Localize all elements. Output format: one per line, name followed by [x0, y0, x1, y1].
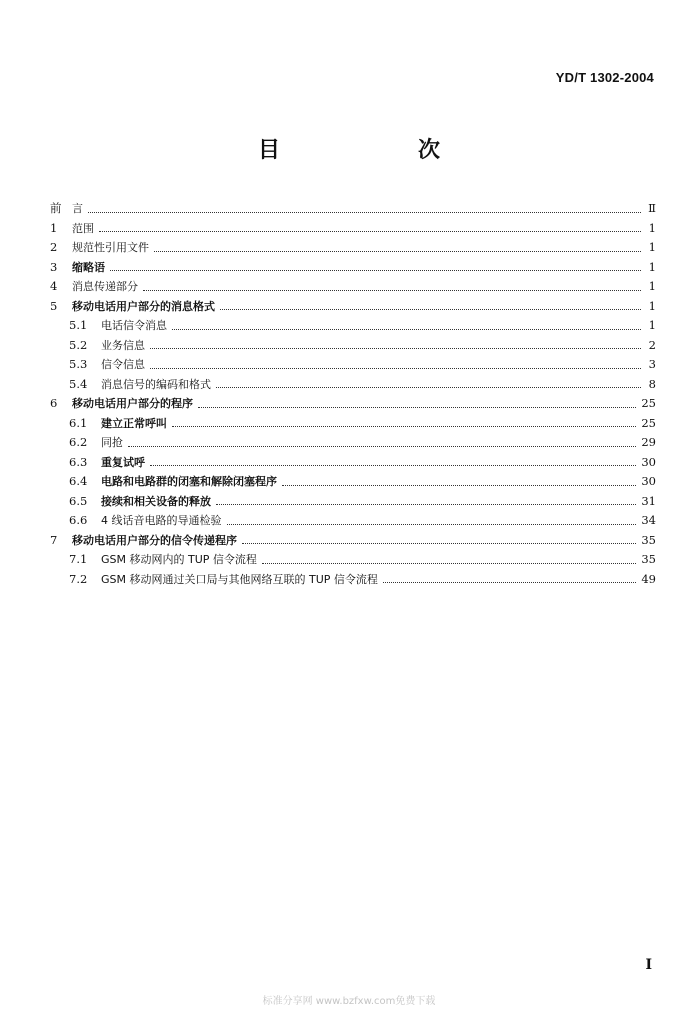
toc-dot-leader — [216, 503, 636, 505]
toc-entry-page: 1 — [648, 240, 656, 254]
toc-entry-title: 言 — [72, 202, 83, 215]
toc-entry-title: 建立正常呼叫 — [101, 416, 167, 430]
toc-entry-page: 3 — [648, 357, 656, 371]
toc-entry-page: 25 — [641, 415, 656, 430]
toc-entry-number: 5 — [50, 298, 58, 313]
table-of-contents — [50, 199, 656, 589]
toc-entry-number: 4 — [50, 279, 58, 293]
toc-entry-page: 49 — [641, 571, 656, 586]
toc-entry[interactable] — [50, 355, 656, 375]
toc-entry-number: 5.4 — [69, 376, 88, 391]
toc-entry[interactable] — [50, 570, 656, 590]
toc-dot-leader — [242, 542, 636, 544]
page-number: I — [645, 957, 652, 973]
toc-entry-number: 5.2 — [69, 337, 88, 352]
toc-entry[interactable] — [50, 297, 656, 317]
toc-entry[interactable] — [50, 258, 656, 278]
toc-dot-leader — [220, 308, 641, 310]
toc-entry-number: 3 — [50, 259, 58, 274]
toc-dot-leader — [150, 464, 636, 466]
toc-entry-page: Ⅱ — [648, 201, 656, 215]
toc-entry-title: 业务信息 — [101, 338, 145, 352]
toc-entry-page: 2 — [648, 337, 656, 352]
toc-entry-number: 6.2 — [69, 435, 88, 449]
toc-entry-number: 1 — [50, 220, 58, 235]
toc-entry-number: 7.1 — [69, 552, 88, 566]
toc-entry-title: 重复试呼 — [101, 455, 145, 469]
toc-entry-title: 移动电话用户部分的信令传递程序 — [72, 533, 237, 547]
toc-dot-leader — [128, 445, 636, 447]
toc-entry-page: 30 — [641, 454, 656, 469]
toc-dot-leader — [150, 367, 641, 369]
toc-entry-page: 1 — [648, 220, 656, 235]
toc-entry[interactable] — [50, 472, 656, 492]
toc-entry-number: 6.1 — [69, 415, 88, 430]
toc-entry-title: 信令信息 — [101, 358, 145, 371]
toc-entry[interactable] — [50, 433, 656, 453]
toc-entry-page: 1 — [648, 298, 656, 313]
toc-dot-leader — [198, 406, 636, 408]
toc-entry[interactable] — [50, 238, 656, 258]
toc-entry-title: 同抢 — [101, 436, 123, 449]
toc-entry[interactable] — [50, 394, 656, 414]
toc-entry-number: 6.3 — [69, 454, 88, 469]
toc-entry-page: 35 — [641, 552, 656, 566]
toc-dot-leader — [110, 269, 641, 271]
toc-entry[interactable] — [50, 550, 656, 570]
toc-entry-title: 4 线话音电路的导通检验 — [101, 514, 222, 527]
toc-entry-title: 电话信令消息 — [101, 319, 167, 332]
toc-entry-number: 2 — [50, 240, 58, 254]
toc-entry[interactable] — [50, 492, 656, 512]
toc-entry-page: 1 — [648, 259, 656, 274]
toc-entry[interactable] — [50, 219, 656, 239]
toc-entry[interactable] — [50, 453, 656, 473]
toc-entry-title: 电路和电路群的闭塞和解除闭塞程序 — [101, 475, 277, 488]
toc-entry-title: 移动电话用户部分的程序 — [72, 397, 193, 410]
toc-entry-page: 29 — [641, 435, 656, 449]
toc-dot-leader — [143, 289, 641, 291]
toc-dot-leader — [99, 230, 641, 232]
toc-dot-leader — [262, 562, 636, 564]
page-title: 目 次 — [257, 138, 498, 163]
standard-code: YD/T 1302-2004 — [555, 70, 654, 85]
toc-dot-leader — [216, 386, 641, 388]
toc-entry[interactable] — [50, 511, 656, 531]
toc-entry-title: 缩略语 — [72, 260, 105, 274]
toc-entry-title: 接续和相关设备的释放 — [101, 494, 211, 508]
toc-entry[interactable] — [50, 375, 656, 395]
toc-dot-leader — [172, 425, 636, 427]
toc-entry[interactable] — [50, 531, 656, 551]
toc-dot-leader — [150, 347, 641, 349]
toc-entry-title: 规范性引用文件 — [72, 241, 149, 254]
toc-entry-number: 7.2 — [69, 571, 88, 586]
toc-dot-leader — [154, 250, 641, 252]
toc-dot-leader — [383, 581, 636, 583]
toc-entry-number: 6.6 — [69, 513, 88, 527]
toc-entry-number: 7 — [50, 532, 58, 547]
toc-entry-title: 移动电话用户部分的消息格式 — [72, 299, 215, 313]
toc-entry[interactable] — [50, 336, 656, 356]
toc-entry-page: 1 — [648, 279, 656, 293]
toc-entry-page: 31 — [641, 493, 656, 508]
toc-entry-page: 1 — [648, 318, 656, 332]
toc-entry-title: 消息信号的编码和格式 — [101, 377, 211, 391]
toc-entry-number: 6.4 — [69, 474, 88, 488]
toc-entry-title: 消息传递部分 — [72, 280, 138, 293]
toc-entry-title: 范围 — [72, 221, 94, 235]
toc-dot-leader — [227, 523, 637, 525]
toc-entry[interactable] — [50, 277, 656, 297]
toc-dot-leader — [88, 211, 641, 213]
toc-entry-page: 30 — [641, 474, 656, 488]
toc-entry-number: 5.3 — [69, 357, 88, 371]
toc-entry[interactable] — [50, 414, 656, 434]
toc-entry-number: 5.1 — [69, 318, 88, 332]
toc-entry-title: GSM 移动网通过关口局与其他网络互联的 TUP 信令流程 — [101, 572, 378, 586]
toc-entry-page: 8 — [648, 376, 656, 391]
toc-entry-page: 35 — [641, 532, 656, 547]
toc-dot-leader — [282, 484, 636, 486]
toc-entry-page: 34 — [641, 513, 656, 527]
toc-entry-title: GSM 移动网内的 TUP 信令流程 — [101, 553, 257, 566]
toc-entry[interactable] — [50, 199, 656, 219]
toc-entry-page: 25 — [641, 396, 656, 410]
toc-entry-number: 6.5 — [69, 493, 88, 508]
watermark-text: 标准分享网 www.bzfxw.com免费下载 — [262, 996, 436, 1007]
toc-dot-leader — [172, 328, 641, 330]
toc-entry-number: 6 — [50, 396, 58, 410]
toc-entry[interactable] — [50, 316, 656, 336]
toc-entry-number: 前 — [50, 201, 62, 215]
